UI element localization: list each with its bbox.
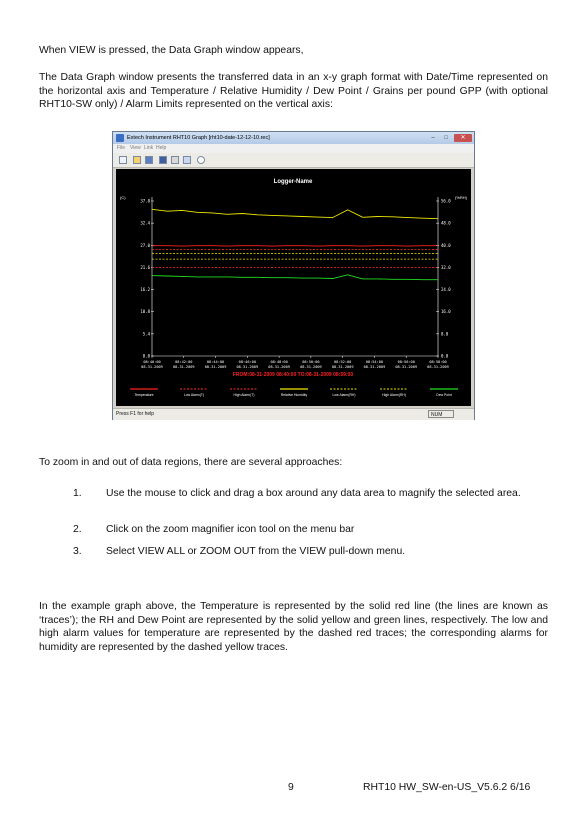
left-axis-unit: (C) <box>120 195 126 200</box>
x-tick-date-label: 08-31-2009 <box>427 365 449 369</box>
x-tick-date-label: 08-31-2009 <box>268 365 290 369</box>
x-tick-date-label: 08-31-2009 <box>236 365 259 369</box>
status-bar <box>113 408 474 420</box>
legend-label: Dew Point <box>436 393 452 397</box>
menu-file[interactable]: File <box>117 145 126 151</box>
y-right-tick-label: 40.0 <box>441 242 451 248</box>
num-lock-indicator: NUM <box>428 410 454 418</box>
graph-description-paragraph: The Data Graph window presents the transferred data in an x-y graph format with Date/Time represented on the horizontal axis and Temperature / Relative Humidity / Dew Point / Grains per pound GPP (with optional RHT10-SW only) / Alarm Limits represented on the vertical axis: <box>39 72 548 111</box>
new-file-icon[interactable] <box>119 156 127 164</box>
menu-help[interactable]: Help <box>156 145 167 151</box>
x-tick-time-label: 08:56:00 <box>397 360 415 364</box>
list-item: 3. Select VIEW ALL or ZOOM OUT from the VIEW pull-down menu. <box>73 546 406 557</box>
save-as-icon[interactable] <box>159 156 167 164</box>
data-graph-chart <box>116 169 471 406</box>
y-right-tick-label: 16.0 <box>441 309 451 315</box>
legend-label: Relative Humidity <box>280 393 308 397</box>
save-icon[interactable] <box>145 156 153 164</box>
y-left-tick-label: 16.2 <box>140 287 150 293</box>
x-tick-date-label: 08-31-2009 <box>172 365 195 369</box>
x-tick-time-label: 08:58:00 <box>429 360 447 364</box>
close-button[interactable]: ✕ <box>454 134 472 142</box>
list-item: 2. Click on the zoom magnifier icon tool on the menu bar <box>73 524 355 535</box>
traces-explanation-paragraph: In the example graph above, the Temperature is represented by the solid red line (the lines are known as ‘traces’); the RH and Dew Point are represented by the solid yellow and green lines, respectively. The low and high alarm values for temperature are represented by the dashed red traces; the corresponding alarms for humidity are represented by the dashed yellow traces. <box>39 601 548 653</box>
x-tick-date-label: 08-31-2009 <box>363 365 386 369</box>
date-range-label: FROM:08-31-2009 08:40:00 TO:08-31-2009 08:59:00 <box>232 372 354 378</box>
data-graph-window-screenshot <box>112 131 475 420</box>
menu-view[interactable]: View <box>130 145 141 151</box>
x-tick-date-label: 08-31-2009 <box>141 365 163 369</box>
legend-label: Temperature <box>134 393 154 397</box>
window-titlebar <box>113 132 474 144</box>
data-graph[interactable] <box>116 169 471 406</box>
legend-label: Low Alarm(T) <box>183 393 205 397</box>
menu-link[interactable]: Link <box>144 145 154 151</box>
y-right-tick-label: 0.0 <box>441 353 449 359</box>
x-tick-time-label: 08:42:00 <box>175 360 193 364</box>
legend-label: High Alarm(RH) <box>382 393 406 397</box>
view-all-icon[interactable] <box>183 156 191 164</box>
y-left-tick-label: 21.6 <box>140 264 150 270</box>
x-tick-time-label: 08:48:00 <box>270 360 288 364</box>
y-left-tick-label: 37.8 <box>140 198 150 204</box>
chart-title: Logger-Name <box>273 179 313 185</box>
x-tick-date-label: 08-31-2009 <box>300 365 322 369</box>
list-item: 1. Use the mouse to click and drag a box around any data area to magnify the selected area. <box>73 488 521 499</box>
open-folder-icon[interactable] <box>133 156 141 164</box>
status-help-text: Press F1 for help <box>116 411 155 417</box>
y-left-tick-label: 10.8 <box>140 309 150 315</box>
y-left-tick-label: 5.4 <box>142 331 150 337</box>
document-id: RHT10 HW_SW-en-US_V5.6.2 6/16 <box>363 782 531 793</box>
toolbar <box>113 153 474 168</box>
y-left-tick-label: 32.4 <box>140 220 150 226</box>
y-left-tick-label: 0.0 <box>142 353 150 359</box>
menu-bar <box>113 144 474 153</box>
app-icon <box>116 134 124 142</box>
page-number: 9 <box>288 782 294 793</box>
zoom-approaches-list <box>39 487 548 559</box>
x-tick-time-label: 08:40:00 <box>143 360 161 364</box>
x-tick-date-label: 08-31-2009 <box>204 365 227 369</box>
right-axis-unit: (%RH) <box>455 195 467 200</box>
y-right-tick-label: 32.0 <box>441 264 451 270</box>
y-right-tick-label: 48.0 <box>441 220 451 226</box>
series-line-6 <box>152 275 438 280</box>
x-tick-time-label: 08:54:00 <box>365 360 384 364</box>
y-right-tick-label: 56.0 <box>441 198 451 204</box>
minimize-button[interactable]: – <box>431 135 435 141</box>
series-line-3 <box>152 209 438 218</box>
intro-text: When VIEW is pressed, the Data Graph window appears, <box>39 45 304 56</box>
window-title: Extech Instrument RHT10 Graph [rht10-date-12-12-10.rec] <box>127 135 270 141</box>
x-tick-time-label: 08:50:00 <box>302 360 320 364</box>
y-right-tick-label: 8.0 <box>441 331 449 337</box>
legend-label: High Alarm(T) <box>233 393 255 397</box>
x-tick-time-label: 08:46:00 <box>238 360 256 364</box>
y-left-tick-label: 27.0 <box>140 242 150 248</box>
legend-label: Low Alarm(RH) <box>332 393 356 397</box>
x-tick-date-label: 08-31-2009 <box>395 365 418 369</box>
x-tick-date-label: 08-31-2009 <box>331 365 354 369</box>
zoom-icon[interactable] <box>197 156 205 164</box>
y-right-tick-label: 24.0 <box>441 287 451 293</box>
zoom-intro-text: To zoom in and out of data regions, there are several approaches: <box>39 457 343 468</box>
x-tick-time-label: 08:44:00 <box>206 360 225 364</box>
print-icon[interactable] <box>171 156 179 164</box>
maximize-button[interactable]: □ <box>444 135 448 141</box>
x-tick-time-label: 08:52:00 <box>334 360 352 364</box>
